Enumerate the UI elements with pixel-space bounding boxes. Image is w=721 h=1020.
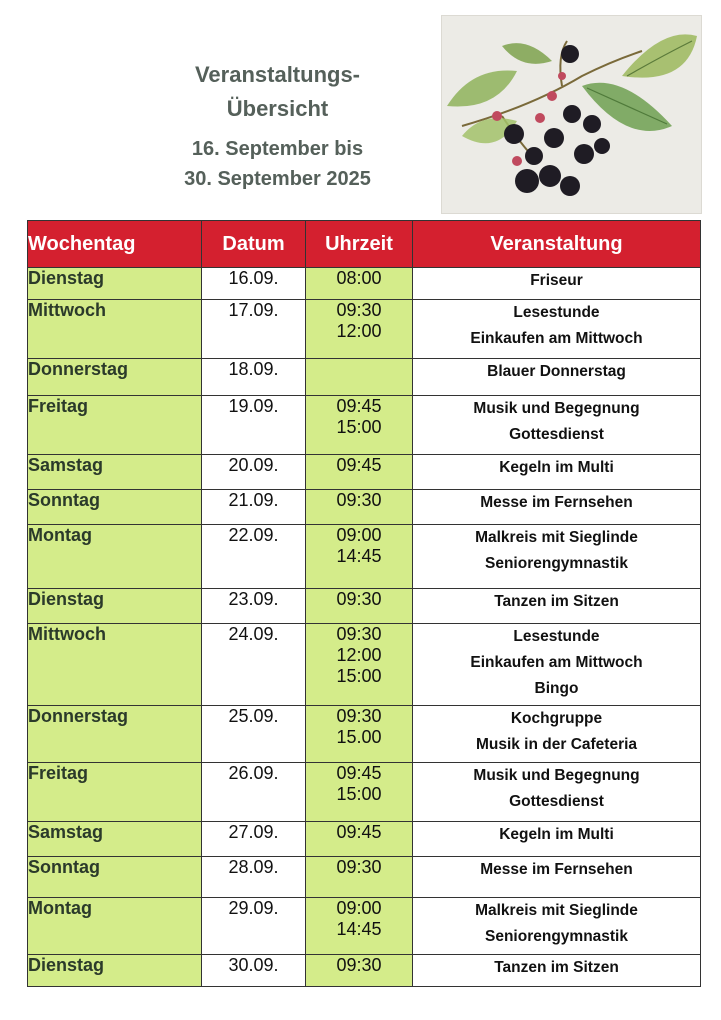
event-name: Tanzen im Sitzen <box>494 593 619 610</box>
event-name: Musik und Begegnung <box>473 400 640 417</box>
time-cell <box>306 300 413 359</box>
table-row <box>28 822 701 857</box>
event-cell <box>413 822 701 857</box>
time-value: 09:30 <box>336 955 382 975</box>
event-name: Einkaufen am Mittwoch <box>470 330 643 347</box>
event-cell <box>413 857 701 898</box>
weekday-cell: Samstag <box>28 455 202 490</box>
time-value: 09:00 <box>336 525 382 545</box>
event-name: Seniorengymnastik <box>485 555 628 572</box>
table-row <box>28 268 701 300</box>
time-cell <box>306 624 413 706</box>
time-value: 09:00 <box>336 898 382 918</box>
event-cell <box>413 624 701 706</box>
table-header-row <box>28 221 701 268</box>
event-name: Messe im Fernsehen <box>480 861 633 878</box>
event-name: Messe im Fernsehen <box>480 494 633 511</box>
time-cell <box>306 706 413 763</box>
event-name: Lesestunde <box>513 628 600 645</box>
date-cell: 29.09. <box>202 898 306 955</box>
event-name: Gottesdienst <box>509 426 604 443</box>
event-cell <box>413 763 701 822</box>
date-cell: 27.09. <box>202 822 306 857</box>
time-cell <box>306 490 413 525</box>
time-cell <box>306 525 413 589</box>
time-value: 14:45 <box>336 546 382 566</box>
weekday-cell: Sonntag <box>28 490 202 525</box>
date-range-line-1: 16. September bis <box>191 138 364 160</box>
event-name: Gottesdienst <box>509 793 604 810</box>
date-cell: 19.09. <box>202 396 306 455</box>
date-cell: 23.09. <box>202 589 306 624</box>
weekday-cell: Samstag <box>28 822 202 857</box>
event-name: Kegeln im Multi <box>499 459 614 476</box>
document-heading <box>150 58 405 194</box>
time-value: 09:30 <box>336 589 382 609</box>
blackberry-branch-icon <box>442 16 701 213</box>
date-cell: 25.09. <box>202 706 306 763</box>
event-cell <box>413 898 701 955</box>
table-row <box>28 396 701 455</box>
table-row <box>28 490 701 525</box>
time-value: 15:00 <box>336 666 382 686</box>
date-cell: 22.09. <box>202 525 306 589</box>
schedule-table <box>27 220 701 987</box>
time-value: 15.00 <box>336 727 382 747</box>
time-cell <box>306 589 413 624</box>
date-cell: 28.09. <box>202 857 306 898</box>
weekday-cell: Mittwoch <box>28 624 202 706</box>
date-cell: 20.09. <box>202 455 306 490</box>
time-cell <box>306 396 413 455</box>
event-name: Einkaufen am Mittwoch <box>470 654 643 671</box>
time-value: 09:30 <box>336 706 382 726</box>
time-cell <box>306 763 413 822</box>
event-cell <box>413 268 701 300</box>
time-value: 09:30 <box>336 300 382 320</box>
column-header-veranstaltung: Veranstaltung <box>413 221 701 268</box>
weekday-cell: Donnerstag <box>28 706 202 763</box>
event-name: Blauer Donnerstag <box>487 363 626 380</box>
event-name: Bingo <box>534 680 579 697</box>
time-cell <box>306 268 413 300</box>
table-row <box>28 763 701 822</box>
date-cell: 21.09. <box>202 490 306 525</box>
weekday-cell: Mittwoch <box>28 300 202 359</box>
time-value: 09:45 <box>336 822 382 842</box>
weekday-cell: Sonntag <box>28 857 202 898</box>
table-row <box>28 624 701 706</box>
event-cell <box>413 359 701 396</box>
time-value: 15:00 <box>336 784 382 804</box>
time-cell <box>306 857 413 898</box>
event-name: Seniorengymnastik <box>485 928 628 945</box>
event-cell <box>413 396 701 455</box>
column-header-uhrzeit: Uhrzeit <box>306 221 413 268</box>
date-cell: 17.09. <box>202 300 306 359</box>
event-name: Kegeln im Multi <box>499 826 614 843</box>
table-row <box>28 589 701 624</box>
table-row <box>28 525 701 589</box>
event-name: Kochgruppe <box>510 710 603 727</box>
table-row <box>28 706 701 763</box>
weekday-cell: Donnerstag <box>28 359 202 396</box>
date-cell: 24.09. <box>202 624 306 706</box>
event-name: Malkreis mit Sieglinde <box>475 529 638 546</box>
time-cell <box>306 822 413 857</box>
time-cell <box>306 898 413 955</box>
time-value: 08:00 <box>336 268 382 288</box>
date-cell: 16.09. <box>202 268 306 300</box>
time-value: 14:45 <box>336 919 382 939</box>
table-row <box>28 455 701 490</box>
event-cell <box>413 300 701 359</box>
event-cell <box>413 525 701 589</box>
date-cell: 30.09. <box>202 955 306 987</box>
event-name: Lesestunde <box>513 304 600 321</box>
weekday-cell: Freitag <box>28 763 202 822</box>
event-cell <box>413 490 701 525</box>
event-cell <box>413 955 701 987</box>
weekday-cell: Dienstag <box>28 955 202 987</box>
time-value: 09:45 <box>336 396 382 416</box>
time-value: 09:30 <box>336 624 382 644</box>
time-cell <box>306 359 413 396</box>
date-cell: 18.09. <box>202 359 306 396</box>
weekday-cell: Montag <box>28 898 202 955</box>
title-line-2: Übersicht <box>226 96 329 121</box>
time-value: 15:00 <box>336 417 382 437</box>
date-cell: 26.09. <box>202 763 306 822</box>
weekday-cell: Dienstag <box>28 268 202 300</box>
blackberry-illustration <box>441 15 702 214</box>
event-name: Malkreis mit Sieglinde <box>475 902 638 919</box>
weekday-cell: Montag <box>28 525 202 589</box>
event-cell <box>413 455 701 490</box>
time-value: 09:30 <box>336 490 382 510</box>
weekday-cell: Freitag <box>28 396 202 455</box>
column-header-datum: Datum <box>202 221 306 268</box>
table-row <box>28 300 701 359</box>
event-name: Musik in der Cafeteria <box>475 736 638 753</box>
event-name: Tanzen im Sitzen <box>494 959 619 976</box>
time-value: 12:00 <box>336 321 382 341</box>
title-line-1: Veranstaltungs- <box>194 62 361 87</box>
event-cell <box>413 589 701 624</box>
time-value: 09:30 <box>336 857 382 877</box>
event-name: Friseur <box>530 272 583 289</box>
weekday-cell: Dienstag <box>28 589 202 624</box>
time-value: 09:45 <box>336 763 382 783</box>
table-row <box>28 857 701 898</box>
time-value: 12:00 <box>336 645 382 665</box>
time-cell <box>306 955 413 987</box>
table-row <box>28 955 701 987</box>
date-range-line-2: 30. September 2025 <box>184 168 371 190</box>
event-cell <box>413 706 701 763</box>
table-row <box>28 359 701 396</box>
column-header-wochentag: Wochentag <box>28 221 202 268</box>
schedule-body <box>28 268 701 987</box>
time-value: 09:45 <box>336 455 382 475</box>
event-name: Musik und Begegnung <box>473 767 640 784</box>
time-cell <box>306 455 413 490</box>
table-row <box>28 898 701 955</box>
